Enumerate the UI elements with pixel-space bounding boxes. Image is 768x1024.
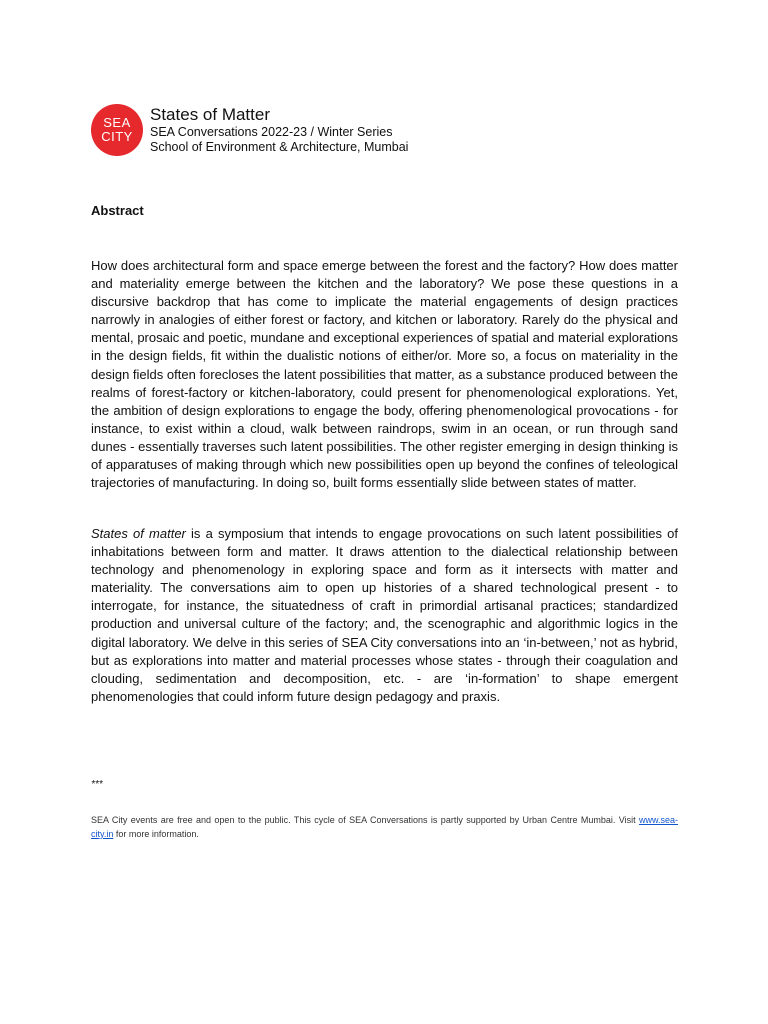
header-text	[150, 105, 408, 155]
website-link[interactable]: www.sea-city.in	[91, 815, 678, 839]
footer-text-after: for more information.	[113, 829, 199, 839]
section-separator: ***	[91, 779, 103, 790]
footer-note	[91, 813, 678, 841]
symposium-name-italic: States of matter	[91, 526, 186, 541]
logo-line-1: SEA	[103, 115, 131, 130]
institution-subtitle: School of Environment & Architecture, Mumbai	[150, 140, 409, 154]
logo-line-2: CITY	[101, 129, 133, 144]
abstract-heading: Abstract	[91, 203, 144, 218]
paragraph-2-text: is a symposium that intends to engage provocations on such latent possibilities of inhabitations between form and matter. It draws attention to the dialectical relationship between technology and phenomenology in exploring space and form as it intersects with matter and materiality. The conversations aim to open up histories of a shared technological present - to interrogate, for instance, the situatedness of craft in primordial artisanal practices; standardized production and universal culture of the factory; and, the scenographic and algorithmic logics in the digital laboratory. We delve in this series of SEA City conversations into an ‘in-between,’ not as hybrid, but as explorations into matter and material processes whose states - through their coagulation and clouding, sedimentation and decomposition, etc. - are ‘in-formation’ to shape emergent phenomenologies that could inform future design pedagogy and praxis.	[91, 526, 678, 704]
abstract-paragraph-2	[91, 525, 678, 706]
series-subtitle: SEA Conversations 2022-23 / Winter Series	[150, 125, 393, 139]
sea-city-logo	[91, 104, 143, 156]
document-title: States of Matter	[150, 105, 270, 124]
footer-text-before: SEA City events are free and open to the public. This cycle of SEA Conversations is partly supported by Urban Centre Mumbai. Visit	[91, 815, 639, 825]
document-header	[91, 104, 408, 156]
abstract-paragraph-1: How does architectural form and space emerge between the forest and the factory? How does matter and materiality emerge between the kitchen and the laboratory? We pose these questions in a discursive backdrop that has come to implicate the material engagements of design practices narrowly in analogies of either forest or factory, and kitchen or laboratory. Rarely do the physical and mental, prosaic and poetic, mundane and exceptional experiences of spatial and material explorations in the design fields, fit within the dualistic notions of either/or. More so, a focus on materiality in the design fields often forecloses the latent possibilities that matter, as a substance produced between the realms of forest-factory or kitchen-laboratory, could present for phenomenological explorations. Yet, the ambition of design explorations to engage the body, offering phenomenological provocations - for instance, to exist within a cloud, walk between raindrops, swim in an ocean, or run through sand dunes - essentially traverses such latent possibilities. The other register emerging in design thinking is of apparatuses of making through which new possibilities open up beyond the confines of teleological trajectories of manufacturing. In doing so, built forms essentially slide between states of matter.	[91, 258, 678, 491]
